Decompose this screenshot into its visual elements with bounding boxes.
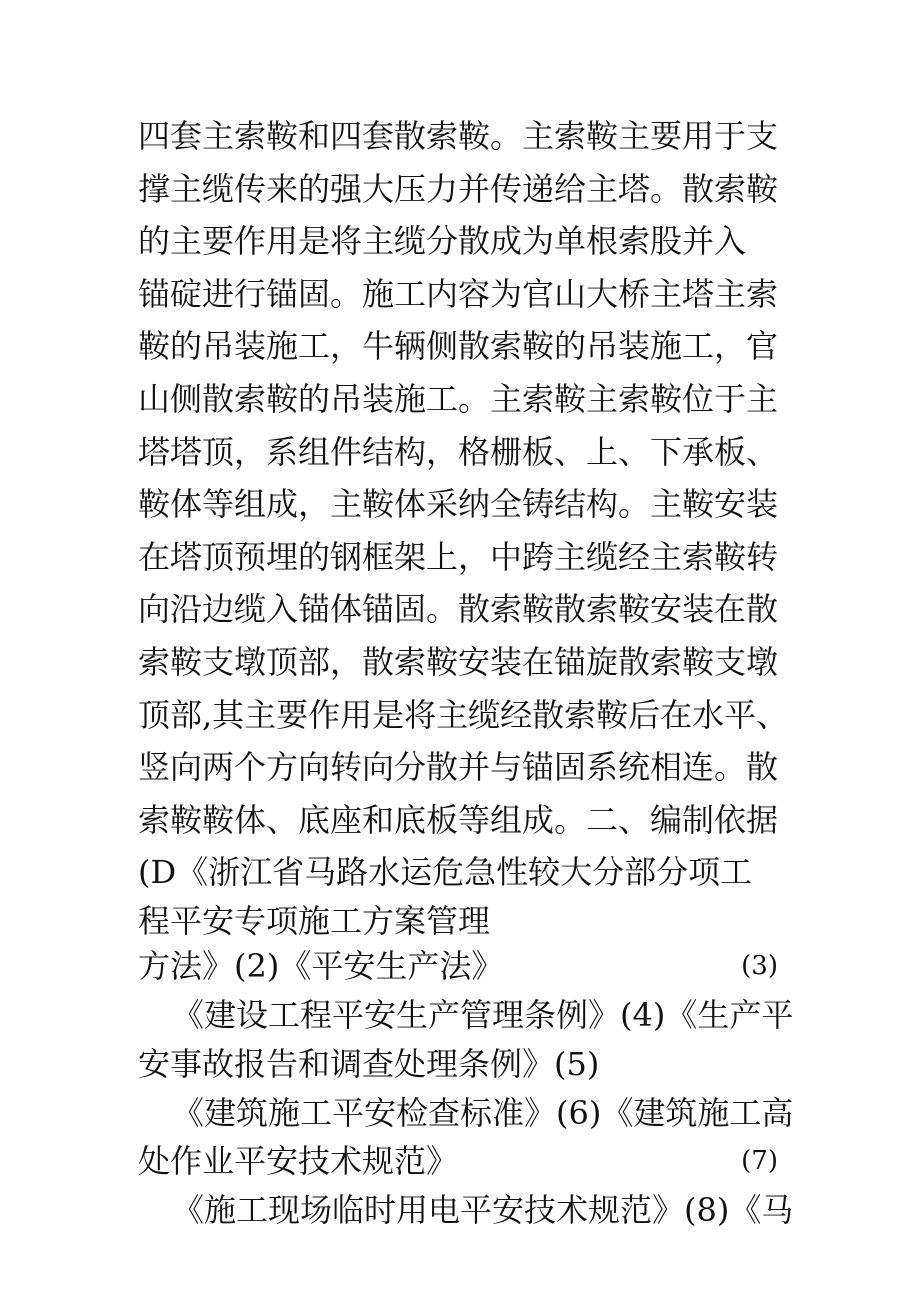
text-line-17 bbox=[138, 944, 778, 989]
text-line-21-left: 处作业平安技术规范》 bbox=[138, 1142, 459, 1181]
text-line-5: 鞍的吊装施工，牛辆侧散索鞍的吊装施工，官 bbox=[138, 327, 779, 366]
text-line-17-right: (3) bbox=[741, 950, 778, 981]
text-line-1: 四套主索鞍和四套散索鞍。主索鞍主要用于支 bbox=[138, 117, 779, 155]
text-line-9: 在塔顶预埋的钢框架上，中跨主缆经主索鞍转 bbox=[138, 537, 779, 576]
text-line-20: 《建筑施工平安检查标准》(6)《建筑施工高 bbox=[172, 1093, 794, 1132]
text-line-14: 索鞍鞍体、底座和底板等组成。二、编制依据 bbox=[138, 800, 779, 839]
text-line-2: 撑主缆传来的强大压力并传递给主塔。散索鞍 bbox=[138, 169, 779, 208]
text-line-8: 鞍体等组成，主鞍体采纳全铸结构。主鞍安装 bbox=[138, 485, 779, 524]
text-line-13: 竖向两个方向转向分散并与锚固系统相连。散 bbox=[138, 748, 779, 787]
text-line-12: 顶部,其主要作用是将主缆经散索鞍后在水平、 bbox=[138, 695, 789, 734]
text-line-21-right: (7) bbox=[741, 1146, 778, 1177]
text-line-11: 索鞍支墩顶部，散索鞍安装在锚旋散索鞍支墩 bbox=[138, 642, 779, 681]
text-line-4: 锚碇进行锚固。施工内容为官山大桥主塔主索 bbox=[138, 274, 779, 313]
text-line-22: 《施工现场临时用电平安技术规范》(8)《马 bbox=[172, 1191, 794, 1230]
text-line-16: 程平安专项施工方案管理 bbox=[138, 901, 491, 940]
text-line-6: 山侧散索鞍的吊装施工。主索鞍主索鞍位于主 bbox=[138, 379, 779, 418]
text-line-10: 向沿边缆入锚体锚固。散索鞍散索鞍安装在散 bbox=[138, 590, 779, 629]
body-text bbox=[138, 110, 794, 1237]
text-line-18: 《建设工程平安生产管理条例》(4)《生产平 bbox=[172, 995, 794, 1034]
text-line-15: (D《浙江省马路水运危急性较大分部分项工 bbox=[138, 853, 753, 892]
text-line-17-left: 方法》(2)《平安生产法》 bbox=[138, 946, 504, 985]
text-line-3: 的主要作用是将主缆分散成为单根索股并入 bbox=[138, 222, 747, 261]
text-line-19: 安事故报告和调查处理条例》(5) bbox=[138, 1044, 600, 1083]
text-line-7: 塔塔顶，系组件结构，格栅板、上、下承板、 bbox=[138, 432, 779, 471]
text-line-21 bbox=[138, 1139, 778, 1184]
